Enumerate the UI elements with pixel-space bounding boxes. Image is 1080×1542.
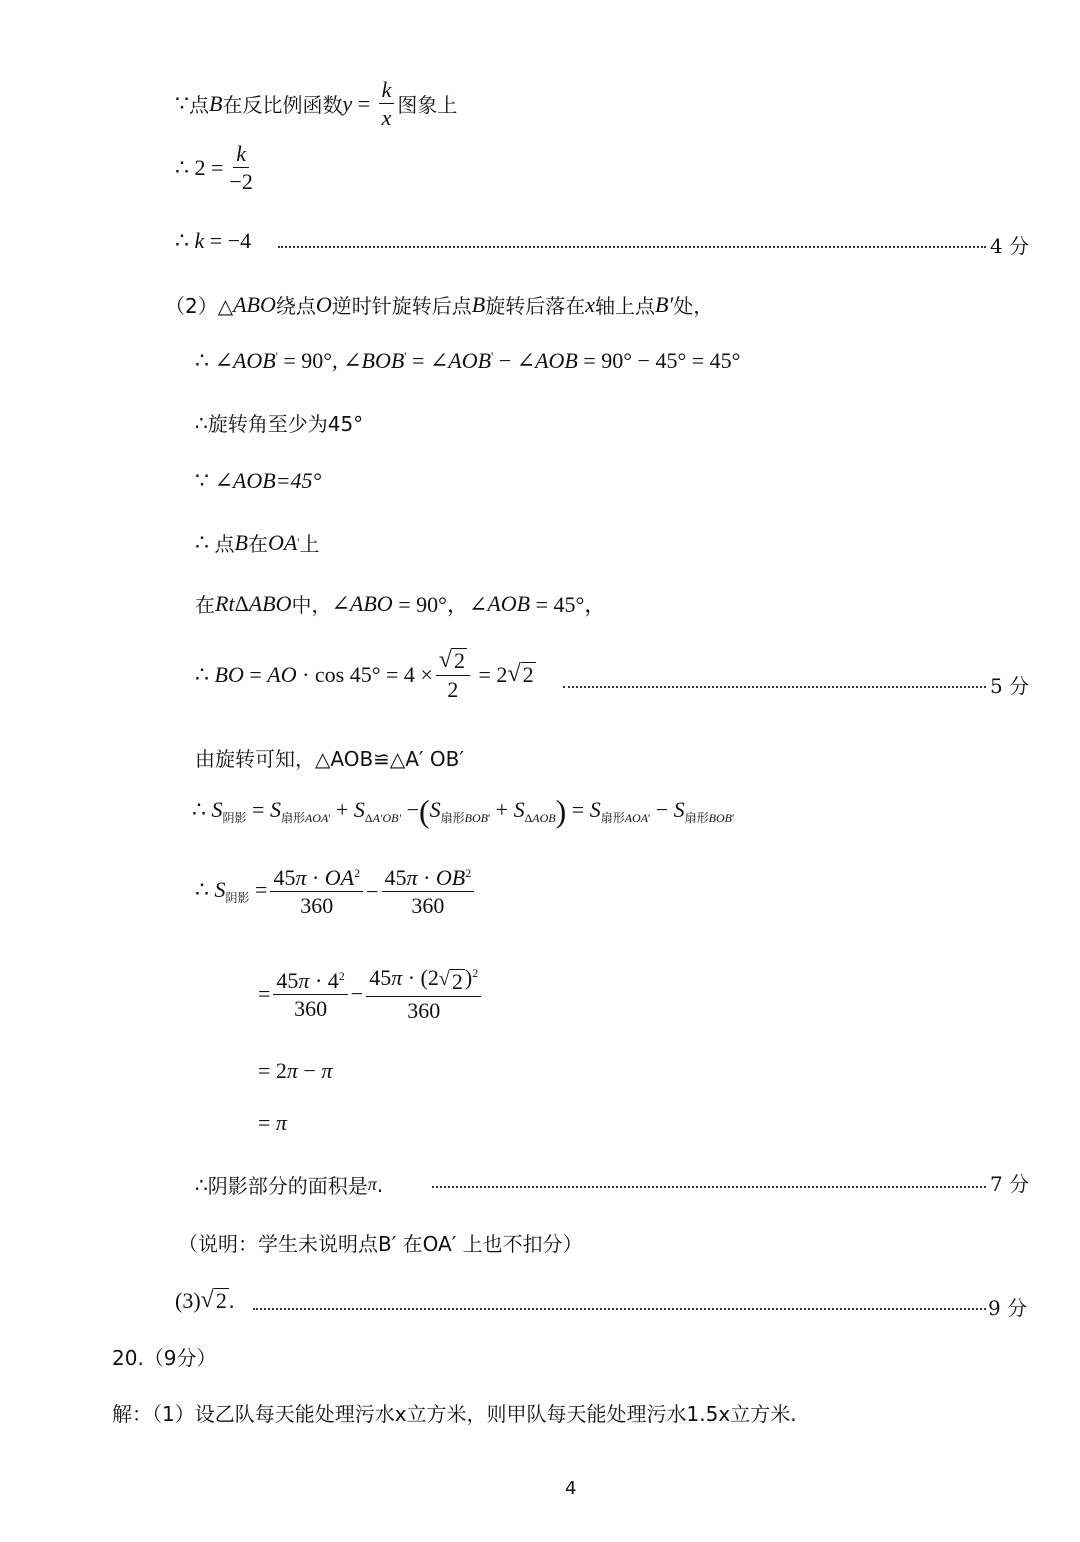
dot-leader — [563, 686, 986, 688]
dot-leader — [278, 246, 986, 248]
rotation-angle-min: ∴ 旋转角至少为45° — [195, 410, 364, 436]
congruence-statement: 由旋转可知，△AOB≌△A′ OB′ — [195, 747, 464, 771]
shaded-area-simplify: = 2π − π — [258, 1058, 333, 1083]
angle-computation: ∴ ∠AOB' = 90°, ∠BOB' = ∠AOB' − ∠AOB = 90° − 45° = 45° — [195, 348, 741, 373]
shaded-area-conclusion: ∴ 阴影部分的面积是 π . — [195, 1172, 384, 1198]
because-symbol: ∵ — [175, 90, 189, 116]
part-2-rotation-statement: （2）△ ABO 绕点 O 逆时针旋转后点 B 旋转后落在 x 轴上点 B′ 处， — [165, 291, 714, 318]
question-20-solution: 解：（1）设乙队每天能处理污水x立方米，则甲队每天能处理污水1.5x立方米. — [112, 1402, 797, 1426]
statement-point-b-on-graph: ∵ 点 B 在反比例函数 y = $\frac{k}{x}$ 图象上 — [175, 77, 458, 131]
question-20-header: 20.（9分） — [112, 1346, 217, 1370]
score-7: 7 分 — [990, 1172, 1030, 1196]
page-number: 4 — [565, 1478, 577, 1499]
bo-computation: ∴ BO = AO · cos 45° = 4 × √ 2 2 = 2 √ 2 — [195, 647, 534, 703]
score-5: 5 分 — [990, 674, 1030, 698]
equation-2-eq-k-over-neg2: ∴ 2 = $\frac{k}{-2}$ — [175, 141, 253, 195]
fraction-k-over-x: $\frac{k}{x}$ — [379, 78, 395, 129]
grading-note: （说明：学生未说明点B′ 在OA′ 上也不扣分） — [178, 1232, 583, 1256]
shaded-area-decomposition: ∴ $S_{阴影} = S_{扇形AOA'} + S_{\Delta A'OB'}$ − ( $S_{扇形BOB'} + S_{\Delta AOB}$ ) = $S_{扇形AOA'} - S_{扇形BOB'}$ — [192, 793, 735, 829]
equation-k-eq-neg4: ∴ k = −4 — [175, 228, 252, 253]
score-9: 9 分 — [988, 1296, 1028, 1320]
shaded-area-formula: ∴ $S_{阴影}$ = $\frac{45\pi \cdot OA^2}{360}$ − $\frac{45\pi \cdot OB^2}{360}$ — [195, 866, 477, 917]
score-4: 4 分 — [990, 234, 1030, 258]
shaded-area-result: = π — [258, 1110, 287, 1135]
dot-leader — [253, 1308, 986, 1310]
right-triangle-statement: 在 Rt Δ ABO 中， ∠ ABO = 90°，∠ AOB = 45°， — [195, 590, 607, 617]
point-b-on-oa-prime: ∴ 点 B 在 OA ' 上 — [195, 529, 320, 556]
dot-leader — [432, 1186, 986, 1188]
shaded-area-substitution: = $\frac{45\pi \cdot 4^2}{360}$ − 45π · (2 √ 2 )$^2$ 360 — [258, 966, 484, 1022]
part-3-answer: (3) √ 2 . — [175, 1287, 235, 1314]
angle-aob-45: ∵ ∠AOB=45° — [195, 468, 322, 493]
